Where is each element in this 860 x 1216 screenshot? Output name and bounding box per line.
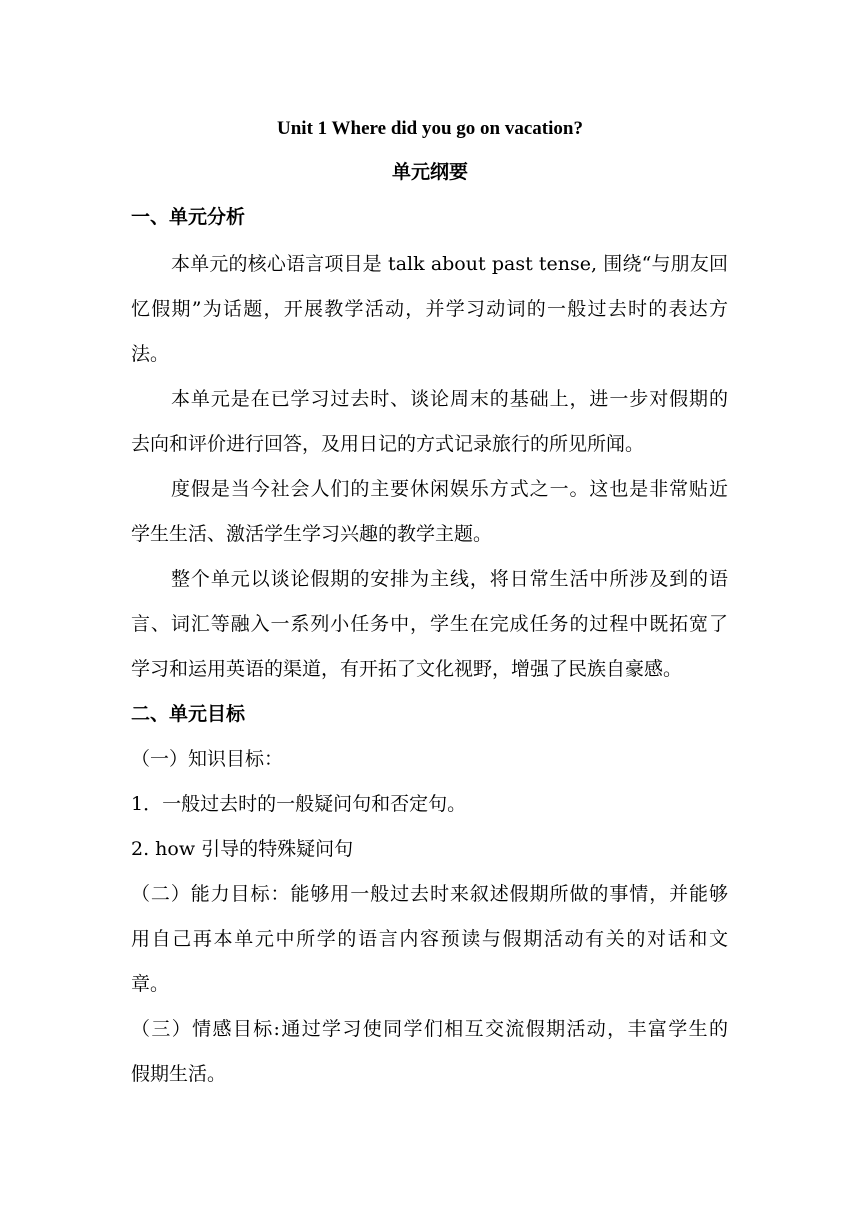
paragraph-line: 本单元是在已学习过去时、谈论周末的基础上，进一步对假期的 — [171, 388, 728, 410]
document-subtitle: 单元纲要 — [391, 161, 468, 183]
paragraph-line: 假期生活。 — [131, 1063, 227, 1085]
paragraph-line: 用自己再本单元中所学的语言内容预读与假期活动有关的对话和文 — [131, 928, 728, 950]
section-heading-analysis: 一、单元分析 — [131, 206, 246, 228]
paragraph-line: 言、词汇等融入一系列小任务中，学生在完成任务的过程中既拓宽了 — [131, 613, 728, 635]
paragraph-line: （二）能力目标：能够用一般过去时来叙述假期所做的事情，并能够 — [131, 883, 728, 905]
paragraph-line: 整个单元以谈论假期的安排为主线，将日常生活中所涉及到的语 — [171, 568, 728, 590]
paragraph-line: 本单元的核心语言项目是 talk about past tense, 围绕“与朋友回 — [171, 253, 728, 275]
paragraph-line: （三）情感目标:通过学习使同学们相互交流假期活动，丰富学生的 — [131, 1018, 728, 1040]
paragraph-line: 忆假期”为话题，开展教学活动，并学习动词的一般过去时的表达方 — [131, 298, 728, 320]
paragraph-line: 学习和运用英语的渠道，有开拓了文化视野，增强了民族自豪感。 — [131, 658, 683, 680]
paragraph-line: 法。 — [131, 343, 170, 365]
subheading-knowledge: （一）知识目标： — [131, 748, 284, 770]
paragraph-line: 去向和评价进行回答，及用日记的方式记录旅行的所见所闻。 — [131, 433, 645, 455]
document-title: Unit 1 Where did you go on vacation? — [277, 118, 583, 139]
list-item: 1．一般过去时的一般疑问句和否定句。 — [131, 793, 467, 815]
section-heading-objectives: 二、单元目标 — [131, 703, 246, 725]
list-item: 2. how 引导的特殊疑问句 — [131, 838, 354, 860]
paragraph-line: 章。 — [131, 973, 170, 995]
paragraph-line: 度假是当今社会人们的主要休闲娱乐方式之一。这也是非常贴近 — [171, 478, 728, 500]
paragraph-line: 学生生活、激活学生学习兴趣的教学主题。 — [131, 523, 493, 545]
